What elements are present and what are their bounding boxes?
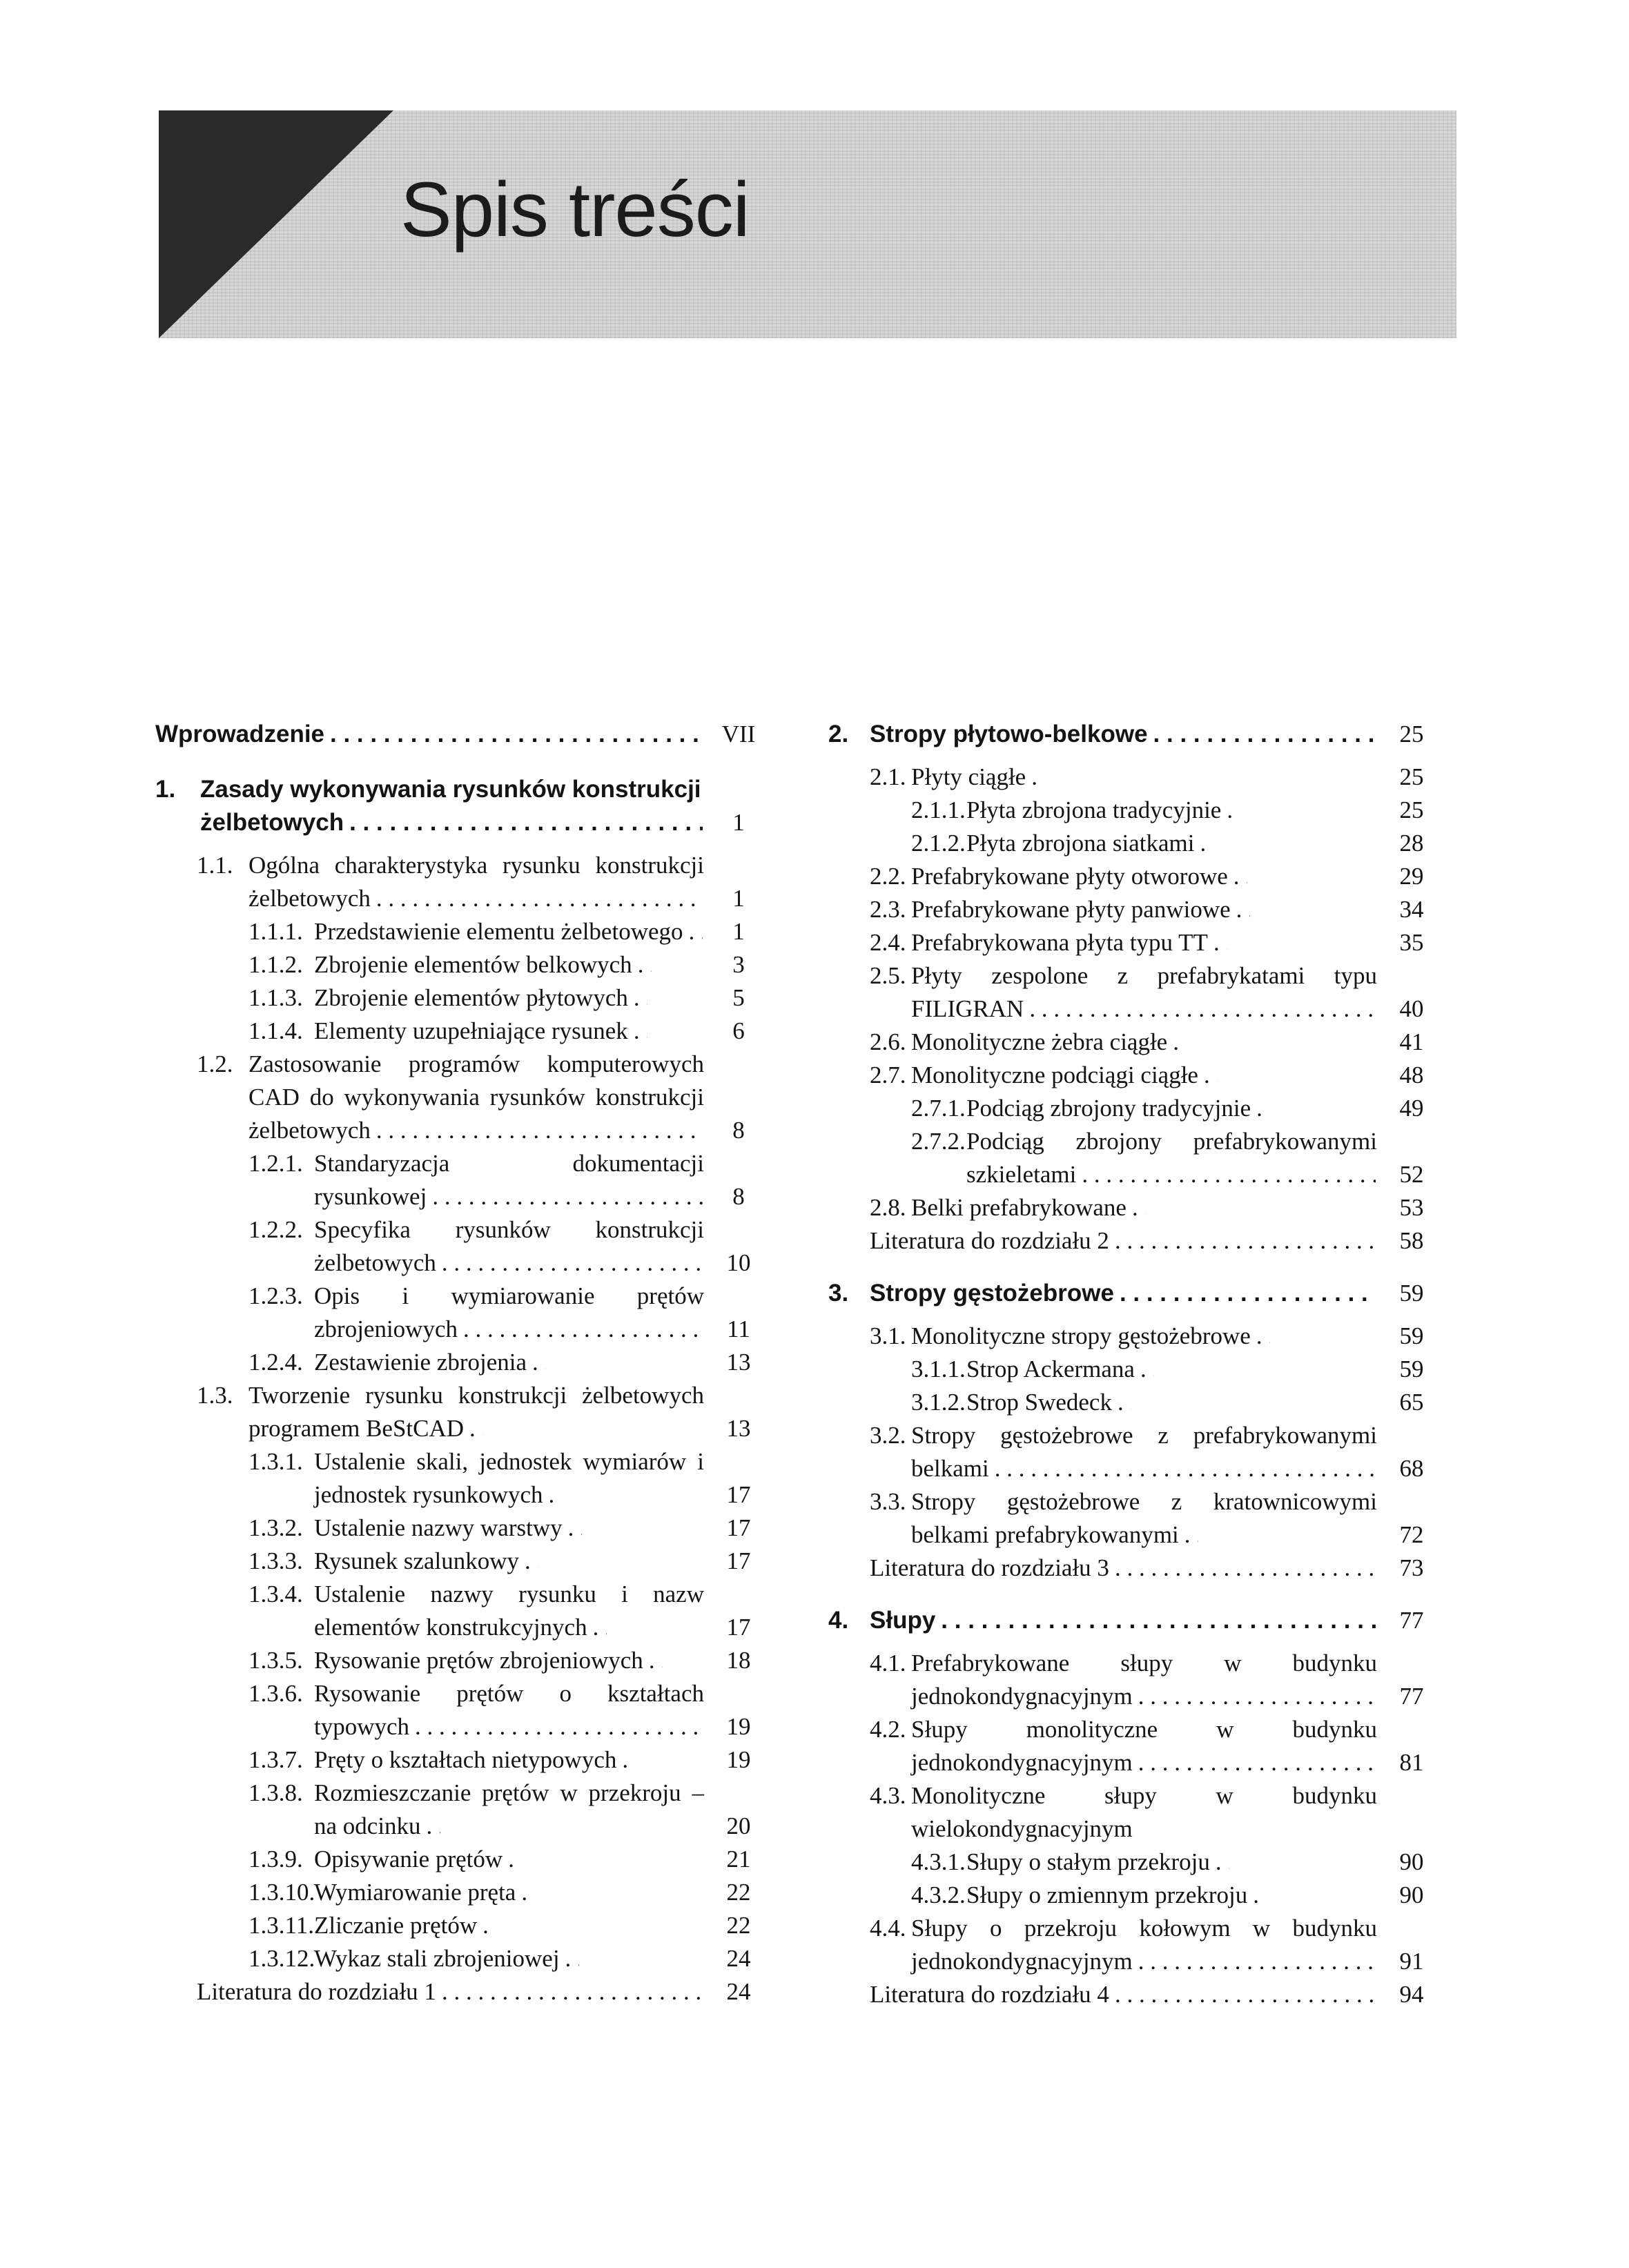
toc-entry-page: 1: [732, 885, 745, 912]
toc-entry-page: 8: [732, 1117, 745, 1144]
toc-entry-page: VII: [721, 721, 756, 747]
toc-leader-dots: [634, 981, 647, 1015]
toc-leader-dots: [1140, 1353, 1154, 1386]
toc-entry-page: 17: [726, 1547, 751, 1574]
toc-entry-number: 3.3.: [870, 1488, 906, 1515]
toc-entry-number: 1.3.1.: [248, 1448, 303, 1475]
toc-entry-title: Strop Ackermana. . .: [966, 1353, 1443, 1386]
toc-leader-dots: [1216, 1846, 1229, 1879]
toc-entry: [155, 1843, 770, 1876]
toc-leader-dots: [415, 1710, 703, 1743]
toc-leader-dots: [634, 1015, 647, 1048]
toc-right-column: [828, 718, 1443, 2011]
toc-entry-title: Elementy uzupełniające rysunek. . .: [314, 1015, 770, 1048]
toc-entry-page: 77: [1399, 1607, 1424, 1634]
toc-entry-number: 2.7.1.: [911, 1095, 966, 1122]
toc-entry-title: Zliczanie prętów. . .: [314, 1909, 770, 1942]
toc-entry: [828, 1879, 1443, 1912]
toc-entry-number: 2.1.: [870, 763, 906, 790]
toc-entry: [828, 1604, 1443, 1637]
toc-entry-page: 24: [726, 1945, 751, 1972]
toc-entry-number: 1.1.: [197, 852, 233, 879]
toc-entry-title: Literatura do rozdziału 4. . .: [870, 1978, 1443, 2011]
toc-entry-title: Opisywanie prętów. . .: [314, 1843, 770, 1876]
toc-entry: [155, 849, 770, 915]
toc-entry: [155, 1379, 770, 1445]
toc-entry-number: 2.1.2.: [911, 830, 966, 857]
toc-entry-title: Prefabrykowane płyty panwiowe. . .: [911, 893, 1443, 926]
toc-entry-number: 1.2.1.: [248, 1150, 303, 1177]
toc-leader-dots: [521, 1876, 535, 1909]
toc-leader-dots: [593, 1611, 607, 1644]
toc-entry: [155, 1677, 770, 1743]
toc-entry-page: 10: [726, 1249, 751, 1276]
toc-entry-title: Rozmieszczanie prętów w przekroju – na odcinku. . .: [314, 1777, 770, 1843]
toc-entry-page: 17: [726, 1614, 751, 1641]
toc-leader-dots: [548, 1478, 562, 1512]
toc-entry-title: Literatura do rozdziału 1. . .: [197, 1975, 770, 2008]
toc-leader-dots: [427, 1810, 440, 1843]
toc-leader-dots: [1082, 1158, 1376, 1191]
toc-entry-number: 1.3.4.: [248, 1581, 303, 1607]
toc-leader-dots: [1153, 718, 1376, 751]
toc-leader-dots: [330, 718, 703, 751]
toc-entry: [155, 718, 770, 751]
toc-leader-dots: [1115, 1552, 1376, 1585]
toc-entry-number: 1.3.10.: [248, 1879, 315, 1906]
toc-entry-title: Zastosowanie programów komputerowych CAD do wykonywania rysunków konstrukcji żelbetowych. . .: [248, 1048, 770, 1147]
toc-entry-number: 2.8.: [870, 1194, 906, 1221]
toc-entry-page: 34: [1399, 896, 1424, 923]
toc-entry-page: 59: [1399, 1322, 1424, 1349]
toc-leader-dots: [1138, 1945, 1376, 1978]
toc-entry-title: Płyta zbrojona tradycyjnie. . .: [966, 794, 1443, 827]
toc-entry-title: Tworzenie rysunku konstrukcji żelbetowych programem BeStCAD. . .: [248, 1379, 770, 1445]
toc-entry: [155, 1578, 770, 1644]
toc-entry-number: 1.3.7.: [248, 1746, 303, 1773]
toc-leader-dots: [1184, 1518, 1198, 1552]
toc-entry-number: 2.: [828, 721, 849, 747]
toc-entry-page: 11: [727, 1316, 750, 1342]
toc-entry-title: Słupy. . .: [870, 1604, 1443, 1637]
toc-entry-number: 4.1.: [870, 1650, 906, 1676]
toc-entry: [828, 1779, 1443, 1846]
toc-entry-title: Zasady wykonywania rysunków konstrukcji żelbetowych. . .: [200, 773, 770, 839]
toc-entry: [828, 794, 1443, 827]
toc-entry-page: 6: [732, 1017, 745, 1044]
toc-entry-page: 1: [732, 918, 745, 945]
toc-entry-title: Opis i wymiarowanie prętów zbrojeniowych. . .: [314, 1280, 770, 1346]
toc-entry-number: 4.3.: [870, 1782, 906, 1809]
toc-entry-title: Strop Swedeck. . .: [966, 1386, 1443, 1419]
toc-entry-title: Standaryzacja dokumentacji rysunkowej. . .: [314, 1147, 770, 1213]
toc-entry: [155, 1743, 770, 1777]
toc-leader-dots: [638, 948, 652, 981]
toc-leader-dots: [1120, 1277, 1376, 1310]
toc-leader-dots: [442, 1975, 703, 2008]
toc-entry-number: 1.2.: [197, 1050, 233, 1077]
toc-entry: [155, 1942, 770, 1975]
banner-corner-triangle: [159, 110, 393, 338]
toc-leader-dots: [376, 1114, 703, 1147]
toc-entry-title: Pręty o kształtach nietypowych. . .: [314, 1743, 770, 1777]
toc-entry-title: Zbrojenie elementów płytowych. . .: [314, 981, 770, 1015]
toc-entry-page: 53: [1399, 1194, 1424, 1221]
toc-entry-title: Rysunek szalunkowy. . .: [314, 1545, 770, 1578]
toc-leader-dots: [1132, 1191, 1146, 1224]
toc-entry-title: Zbrojenie elementów belkowych. . .: [314, 948, 770, 981]
toc-entry-title: Rysowanie prętów zbrojeniowych. . .: [314, 1644, 770, 1677]
toc-entry-title: Ustalenie nazwy warstwy. . .: [314, 1512, 770, 1545]
toc-entry-number: 2.7.2.: [911, 1128, 966, 1155]
toc-entry-page: 24: [726, 1978, 751, 2005]
toc-entry-title: Ustalenie nazwy rysunku i nazw elementów konstrukcyjnych. . .: [314, 1578, 770, 1644]
toc-entry-title: Stropy płytowo-belkowe. . .: [870, 718, 1443, 751]
toc-entry-page: 90: [1399, 1881, 1424, 1908]
toc-entry-page: 13: [726, 1415, 751, 1442]
toc-entry: [828, 1224, 1443, 1258]
toc-leader-dots: [1138, 1680, 1376, 1713]
toc-leader-dots: [1204, 1059, 1218, 1092]
toc-entry-title: Rysowanie prętów o kształtach typowych. . .: [314, 1677, 770, 1743]
toc-entry: [828, 718, 1443, 751]
toc-leader-dots: [1256, 1092, 1270, 1125]
toc-entry: [828, 1277, 1443, 1310]
toc-leader-dots: [1029, 993, 1376, 1026]
toc-entry: [828, 1092, 1443, 1125]
toc-leader-dots: [1236, 893, 1250, 926]
toc-entry-title: Płyty zespolone z prefabrykatami typu FILIGRAN. . .: [911, 959, 1443, 1026]
toc-entry-number: 4.3.2.: [911, 1881, 966, 1908]
toc-leader-dots: [1213, 926, 1227, 959]
toc-leader-dots: [1115, 1978, 1376, 2011]
toc-entry-page: 48: [1399, 1062, 1424, 1088]
toc-leader-dots: [469, 1412, 483, 1445]
toc-entry-number: 3.2.: [870, 1422, 906, 1449]
toc-entry-page: 17: [726, 1481, 751, 1508]
toc-leader-dots: [622, 1743, 636, 1777]
toc-entry-page: 5: [732, 984, 745, 1011]
toc-leader-dots: [442, 1247, 703, 1280]
toc-entry-page: 59: [1399, 1280, 1424, 1307]
toc-entry-page: 25: [1399, 763, 1424, 790]
toc-entry-page: 25: [1399, 721, 1424, 747]
corner-triangle: [159, 110, 393, 338]
page-title: Spis treści: [400, 166, 750, 253]
toc-entry-page: 17: [726, 1514, 751, 1541]
toc-entry-number: 1.1.3.: [248, 984, 303, 1011]
toc-entry-number: 3.1.2.: [911, 1389, 966, 1416]
toc-leader-dots: [941, 1604, 1376, 1637]
toc-leader-dots: [1031, 761, 1045, 794]
toc-entry-number: 2.3.: [870, 896, 906, 923]
toc-entry-title: Ustalenie skali, jednostek wymiarów i jednostek rysunkowych. . .: [314, 1445, 770, 1512]
toc-entry-title: Słupy monolityczne w budynku jednokondygnacyjnym. . .: [911, 1713, 1443, 1779]
toc-entry: [155, 981, 770, 1015]
toc-leader-dots: [1118, 1386, 1131, 1419]
toc-entry-title: Stropy gęstożebrowe. . .: [870, 1277, 1443, 1310]
toc-leader-dots: [532, 1346, 546, 1379]
toc-entry-title: Wykaz stali zbrojeniowej. . .: [314, 1942, 770, 1975]
toc-entry-number: 4.: [828, 1607, 849, 1634]
toc-entry: [155, 1777, 770, 1843]
toc-entry: [828, 926, 1443, 959]
toc-entry-number: 1.3.6.: [248, 1680, 303, 1707]
toc-entry-page: 58: [1399, 1227, 1424, 1254]
toc-entry-title: Monolityczne podciągi ciągłe. . .: [911, 1059, 1443, 1092]
toc-entry: [155, 1644, 770, 1677]
toc-entry: [828, 1125, 1443, 1191]
toc-entry-page: 41: [1399, 1028, 1424, 1055]
toc-entry-number: 1.1.4.: [248, 1017, 303, 1044]
toc-entry: [828, 1647, 1443, 1713]
toc-entry-number: 3.1.1.: [911, 1356, 966, 1382]
toc-entry-title: Zestawienie zbrojenia. . .: [314, 1346, 770, 1379]
toc-entry: [828, 761, 1443, 794]
toc-entry-number: 1.2.4.: [248, 1349, 303, 1376]
toc-entry-number: 1.1.1.: [248, 918, 303, 945]
toc-entry-title: Literatura do rozdziału 3. . .: [870, 1552, 1443, 1585]
toc-entry-page: 40: [1399, 995, 1424, 1022]
toc-entry-number: 2.7.: [870, 1062, 906, 1088]
toc-entry-page: 18: [726, 1647, 751, 1674]
toc-left-column: [155, 718, 770, 2008]
toc-entry-title: Stropy gęstożebrowe z prefabrykowanymi belkami. . .: [911, 1419, 1443, 1485]
toc-leader-dots: [1200, 827, 1213, 860]
toc-entry-number: 2.2.: [870, 863, 906, 890]
toc-leader-dots: [1233, 860, 1247, 893]
toc-entry: [828, 893, 1443, 926]
toc-leader-dots: [568, 1512, 582, 1545]
toc-entry-title: Słupy o zmiennym przekroju. . .: [966, 1879, 1443, 1912]
toc-leader-dots: [1173, 1026, 1187, 1059]
toc-entry-title: Stropy gęstożebrowe z kratownicowymi belkami prefabrykowanymi. . .: [911, 1485, 1443, 1552]
toc-entry: [155, 1048, 770, 1147]
toc-entry-number: 3.: [828, 1280, 849, 1307]
toc-entry-number: 1.2.2.: [248, 1216, 303, 1243]
toc-leader-dots: [995, 1452, 1376, 1485]
toc-entry-page: 19: [726, 1713, 751, 1740]
toc-entry: [828, 1552, 1443, 1585]
toc-entry-title: Wprowadzenie. . .: [155, 718, 770, 751]
toc-entry-number: 2.5.: [870, 962, 906, 989]
toc-entry: [155, 1545, 770, 1578]
toc-entry: [155, 1445, 770, 1512]
toc-leader-dots: [525, 1545, 538, 1578]
toc-entry: [828, 1059, 1443, 1092]
toc-entry-page: 21: [726, 1846, 751, 1873]
toc-entry: [155, 915, 770, 948]
toc-entry: [828, 1978, 1443, 2011]
toc-entry: [828, 1419, 1443, 1485]
toc-entry-number: 1.3.12.: [248, 1945, 315, 1972]
toc-entry-number: 1.: [155, 776, 176, 803]
toc-leader-dots: [689, 915, 703, 948]
toc-entry: [155, 1975, 770, 2008]
toc-entry-page: 52: [1399, 1161, 1424, 1188]
toc-entry-title: Literatura do rozdziału 2. . .: [870, 1224, 1443, 1258]
toc-entry: [828, 1320, 1443, 1353]
toc-entry: [828, 1485, 1443, 1552]
toc-entry-number: 1.3.11.: [248, 1912, 314, 1939]
toc-entry-title: Monolityczne stropy gęstożebrowe. . .: [911, 1320, 1443, 1353]
toc-entry-number: 4.4.: [870, 1915, 906, 1942]
toc-entry: [828, 1846, 1443, 1879]
toc-entry-page: 29: [1399, 863, 1424, 890]
toc-entry-number: 1.3.2.: [248, 1514, 303, 1541]
toc-entry: [155, 773, 770, 839]
toc-entry-title: Płyty ciągłe. . .: [911, 761, 1443, 794]
toc-leader-dots: [1253, 1879, 1267, 1912]
toc-entry-page: 19: [726, 1746, 751, 1773]
toc-entry: [155, 1213, 770, 1280]
toc-entry: [155, 1147, 770, 1213]
toc-entry-title: Podciąg zbrojony tradycyjnie. . .: [966, 1092, 1443, 1125]
toc-entry-page: 90: [1399, 1848, 1424, 1875]
toc-leader-dots: [1227, 794, 1240, 827]
toc-entry-number: 3.1.: [870, 1322, 906, 1349]
toc-entry-page: 13: [726, 1349, 751, 1376]
toc-entry: [828, 1713, 1443, 1779]
toc-entry-number: 4.3.1.: [911, 1848, 966, 1875]
toc-entry-number: 1.3.8.: [248, 1779, 303, 1806]
toc-entry-page: 91: [1399, 1948, 1424, 1975]
toc-entry-page: 81: [1399, 1749, 1424, 1776]
toc-leader-dots: [649, 1644, 663, 1677]
toc-entry: [828, 860, 1443, 893]
toc-entry-title: Słupy o stałym przekroju. . .: [966, 1846, 1443, 1879]
toc-entry: [828, 959, 1443, 1026]
toc-entry-title: Słupy o przekroju kołowym w budynku jednokondygnacyjnym. . .: [911, 1912, 1443, 1978]
toc-entry: [155, 1346, 770, 1379]
toc-leader-dots: [1256, 1320, 1270, 1353]
toc-entry: [828, 827, 1443, 860]
toc-entry-number: 1.3.9.: [248, 1846, 303, 1873]
toc-entry-page: 22: [726, 1912, 751, 1939]
toc-entry-title: Ogólna charakterystyka rysunku konstrukcji żelbetowych. . .: [248, 849, 770, 915]
toc-entry-page: 73: [1399, 1554, 1424, 1581]
toc-leader-dots: [463, 1313, 703, 1346]
toc-entry-title: Prefabrykowane płyty otworowe. . .: [911, 860, 1443, 893]
toc-leader-dots: [432, 1180, 703, 1213]
toc-entry-page: 28: [1399, 830, 1424, 857]
toc-entry-title: Przedstawienie elementu żelbetowego. . .: [314, 915, 770, 948]
toc-entry: [828, 1191, 1443, 1224]
toc-leader-dots: [376, 882, 703, 915]
toc-entry-title: Podciąg zbrojony prefabrykowanymi szkieletami. . .: [966, 1125, 1443, 1191]
toc-entry-page: 3: [732, 951, 745, 978]
toc-entry-page: 72: [1399, 1521, 1424, 1548]
toc-leader-dots: [565, 1942, 579, 1975]
toc-entry-number: 2.4.: [870, 929, 906, 956]
toc-leader-dots: [349, 806, 703, 839]
toc-entry-page: 49: [1399, 1095, 1424, 1122]
toc-entry-page: 20: [726, 1812, 751, 1839]
toc-leader-dots: [1115, 1224, 1376, 1258]
toc-entry-title: Belki prefabrykowane. . .: [911, 1191, 1443, 1224]
toc-leader-dots: [1138, 1746, 1376, 1779]
toc-entry-number: 1.1.2.: [248, 951, 303, 978]
toc-entry-page: 94: [1399, 1981, 1424, 2008]
toc-entry-page: 65: [1399, 1389, 1424, 1416]
toc-entry: [155, 1280, 770, 1346]
toc-entry-title: Prefabrykowana płyta typu TT. . .: [911, 926, 1443, 959]
toc-entry-number: 4.2.: [870, 1716, 906, 1743]
toc-entry-title: Prefabrykowane słupy w budynku jednokondygnacyjnym. . .: [911, 1647, 1443, 1713]
toc-entry: [828, 1912, 1443, 1978]
toc-entry-number: 2.6.: [870, 1028, 906, 1055]
toc-entry-number: 1.2.3.: [248, 1282, 303, 1309]
toc-entry-number: 1.3.3.: [248, 1547, 303, 1574]
toc-entry-title: Monolityczne słupy w budynku wielokondygnacyjnym: [911, 1782, 1377, 1842]
toc-entry-title: Specyfika rysunków konstrukcji żelbetowych. . .: [314, 1213, 770, 1280]
toc-leader-dots: [508, 1843, 522, 1876]
toc-entry: [155, 1015, 770, 1048]
toc-entry-number: 2.1.1.: [911, 796, 966, 823]
toc-entry-page: 59: [1399, 1356, 1424, 1382]
toc-entry-page: 25: [1399, 796, 1424, 823]
toc-entry-page: 1: [732, 809, 745, 836]
toc-entry: [828, 1353, 1443, 1386]
toc-entry-title: Płyta zbrojona siatkami. . .: [966, 827, 1443, 860]
toc-entry: [828, 1026, 1443, 1059]
toc-entry-title: Wymiarowanie pręta. . .: [314, 1876, 770, 1909]
toc-entry-page: 68: [1399, 1455, 1424, 1482]
toc-entry: [155, 948, 770, 981]
toc-entry-number: 1.3.: [197, 1382, 233, 1409]
toc-entry-title: Monolityczne żebra ciągłe. . .: [911, 1026, 1443, 1059]
title-banner: [159, 110, 1456, 338]
toc-leader-dots: [482, 1909, 496, 1942]
toc-entry: [828, 1386, 1443, 1419]
toc-entry-page: 8: [732, 1183, 745, 1210]
toc-entry-page: 22: [726, 1879, 751, 1906]
toc-entry: [155, 1909, 770, 1942]
toc-entry-page: 77: [1399, 1683, 1424, 1710]
toc-entry: [155, 1876, 770, 1909]
toc-entry-page: 35: [1399, 929, 1424, 956]
toc-entry: [155, 1512, 770, 1545]
toc-entry-number: 1.3.5.: [248, 1647, 303, 1674]
